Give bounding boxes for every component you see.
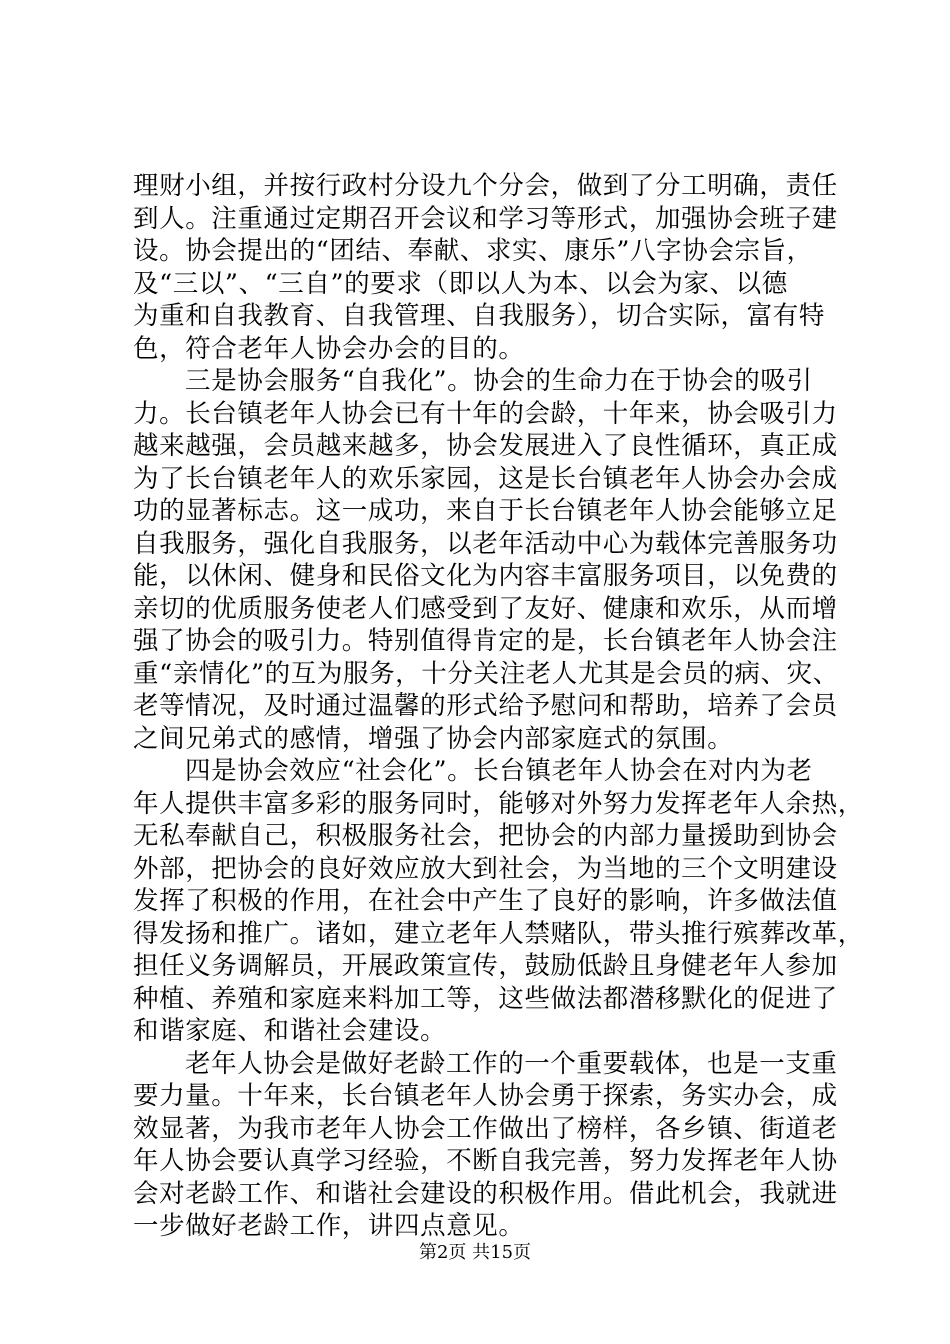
- document-body: [133, 170, 864, 1243]
- text-line: 担任义务调解员，开展政策宣传，鼓励低龄且身健老年人参加: [133, 951, 838, 981]
- text-line: 外部，把协会的良好效应放大到社会，为当地的三个文明建设: [133, 853, 838, 884]
- text-line: 力。长台镇老年人协会已有十年的会龄，十年来，协会吸引力: [133, 398, 838, 429]
- text-line: 无私奉献自己，积极服务社会，把协会的内部力量援助到协会: [133, 821, 838, 851]
- text-line: 到人。注重通过定期召开会议和学习等形式，加强协会班子建: [133, 203, 838, 234]
- text-line: 年人提供丰富多彩的服务同时，能够对外努力发挥老年人余热，: [133, 788, 864, 819]
- text-line: 及“三以”、“三自”的要求（即以人为本、以会为家、以德: [133, 268, 788, 299]
- text-line: 年人协会要认真学习经验，不断自我完善，努力发挥老年人协: [133, 1146, 838, 1176]
- text-line: 发挥了积极的作用，在社会中产生了良好的影响，许多做法值: [133, 886, 838, 916]
- text-line: 设。协会提出的“团结、奉献、求实、康乐”八字协会宗旨，: [133, 236, 813, 266]
- text-line: 老年人协会是做好老龄工作的一个重要载体，也是一支重: [185, 1048, 838, 1079]
- text-line: 重“亲情化”的互为服务，十分关注老人尤其是会员的病、灾、: [133, 658, 839, 689]
- text-line: 会对老龄工作、和谐社会建设的积极作用。借此机会，我就进: [133, 1178, 838, 1209]
- text-line: 越来越强，会员越来越多，协会发展进入了良性循环，真正成: [133, 431, 838, 461]
- text-line: 色，符合老年人协会办会的目的。: [133, 333, 525, 364]
- text-line: 一步做好老龄工作，讲四点意见。: [133, 1211, 525, 1241]
- text-line: 效显著，为我市老年人协会工作做出了榜样，各乡镇、街道老: [133, 1113, 838, 1144]
- text-line: 为了长台镇老年人的欢乐家园，这是长台镇老年人协会办会成: [133, 463, 838, 494]
- text-line: 种植、养殖和家庭来料加工等，这些做法都潜移默化的促进了: [133, 983, 838, 1014]
- text-line: 之间兄弟式的感情，增强了协会内部家庭式的氛围。: [133, 723, 734, 754]
- text-line: 三是协会服务“自我化”。协会的生命力在于协会的吸引: [185, 366, 813, 396]
- text-line: 要力量。十年来，长台镇老年人协会勇于探索，务实办会，成: [133, 1081, 838, 1111]
- text-line: 得发扬和推广。诸如，建立老年人禁赌队，带头推行殡葬改革，: [133, 918, 864, 949]
- text-line: 四是协会效应“社会化”。长台镇老年人协会在对内为老: [185, 756, 813, 786]
- page-footer: 第2页 共15页: [418, 1242, 532, 1263]
- text-line: 功的显著标志。这一成功，来自于长台镇老年人协会能够立足: [133, 496, 838, 526]
- text-line: 亲切的优质服务使老人们感受到了友好、健康和欢乐，从而增: [133, 593, 838, 624]
- text-line: 理财小组，并按行政村分设九个分会，做到了分工明确，责任: [133, 171, 838, 201]
- text-line: 为重和自我教育、自我管理、自我服务），切合实际，富有特: [133, 301, 825, 331]
- text-line: 和谐家庭、和谐社会建设。: [133, 1016, 447, 1046]
- text-line: 老等情况，及时通过温馨的形式给予慰问和帮助，培养了会员: [133, 691, 838, 721]
- text-line: 能，以休闲、健身和民俗文化为内容丰富服务项目，以免费的: [133, 561, 838, 591]
- text-line: 自我服务，强化自我服务，以老年活动中心为载体完善服务功: [133, 528, 838, 559]
- text-line: 强了协会的吸引力。特别值得肯定的是，长台镇老年人协会注: [133, 626, 838, 656]
